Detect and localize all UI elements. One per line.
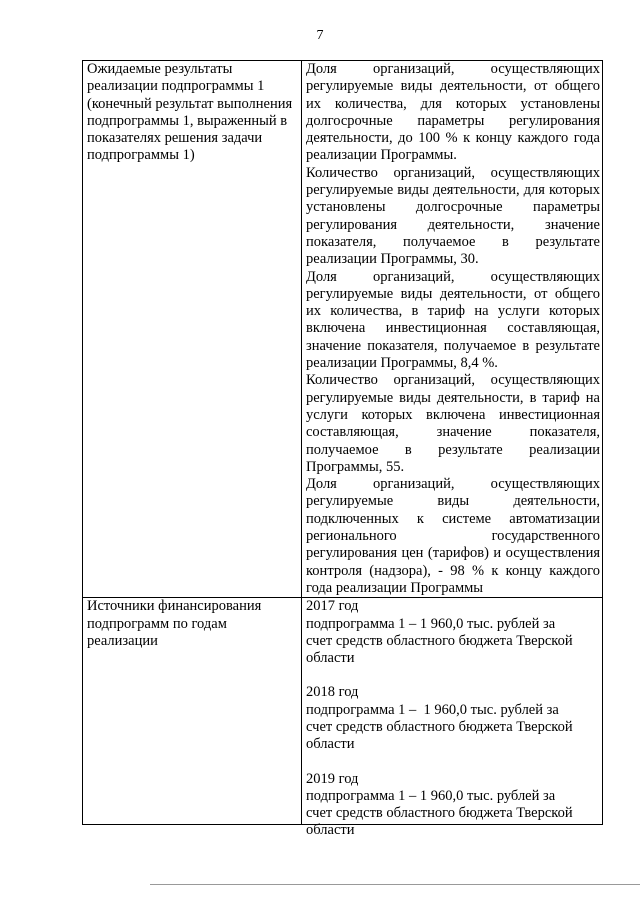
financing-amount-line: подпрограмма 1 – 1 960,0 тыс. рублей за bbox=[306, 787, 556, 804]
indicator-paragraph: Доля организаций, осуществляющих регулируемые виды деятельности, от общего их количества, для которых установлены долгосрочные параметры регулирования деятельности, до 100 % к концу каждого года реализации Программы. bbox=[306, 61, 600, 164]
expected-results-cell bbox=[302, 61, 603, 598]
financing-region-line: области bbox=[306, 736, 355, 753]
page-number: 7 bbox=[316, 28, 324, 43]
financing-source-line: счет средств областного бюджета Тверской bbox=[306, 718, 573, 735]
indicator-paragraph: Доля организаций, осуществляющих регулируемые виды деятельности, подключенных к системе автоматизации регионального государственного регулирования цен (тарифов) и осуществления контроля (надзора), - 98 % к концу каждого года реализации Программы bbox=[306, 476, 600, 596]
indicator-paragraph: Количество организаций, осуществляющих регулируемые виды деятельности, для которых установлены долгосрочные параметры регулирования деятельности, значение показателя, получаемое в результате реализации Программы, 30. bbox=[306, 164, 600, 268]
financing-amount-line: подпрограмма 1 – 1 960,0 тыс. рублей за bbox=[306, 615, 556, 632]
row-label-financing: Источники финансирования подпрограмм по годам реализации bbox=[83, 598, 302, 825]
page-bottom-edge bbox=[150, 884, 640, 885]
financing-year: 2019 год bbox=[306, 770, 359, 787]
financing-year: 2018 год bbox=[306, 684, 359, 701]
indicator-paragraph: Количество организаций, осуществляющих регулируемые виды деятельности, в тариф на услуги которых включена инвестиционная составляющая, значение показателя, получаемое в результате реализации Программы, 55. bbox=[306, 372, 600, 475]
financing-amount-line: подпрограмма 1 – 1 960,0 тыс. рублей за bbox=[306, 701, 559, 718]
table-row-financing bbox=[83, 598, 603, 825]
financing-source-line: счет средств областного бюджета Тверской bbox=[306, 805, 573, 822]
financing-region-line: области bbox=[306, 822, 355, 839]
financing-region-line: области bbox=[306, 650, 355, 667]
passport-table bbox=[82, 60, 603, 839]
financing-year: 2017 год bbox=[306, 598, 359, 615]
table-row-expected-results bbox=[83, 61, 603, 598]
row-label-expected-results: Ожидаемые результаты реализации подпрограммы 1 (конечный результат выполнения подпрограммы 1, выраженный в показателях решения задачи подпрограммы 1) bbox=[83, 61, 302, 598]
indicator-paragraph: Доля организаций, осуществляющих регулируемые виды деятельности, от общего их количества, в тариф на услуги которых включена инвестиционная составляющая, значение показателя, получаемое в результате реализации Программы, 8,4 %. bbox=[306, 268, 600, 372]
financing-source-line: счет средств областного бюджета Тверской bbox=[306, 632, 573, 649]
financing-cell bbox=[302, 598, 603, 839]
financing-content bbox=[306, 598, 600, 839]
